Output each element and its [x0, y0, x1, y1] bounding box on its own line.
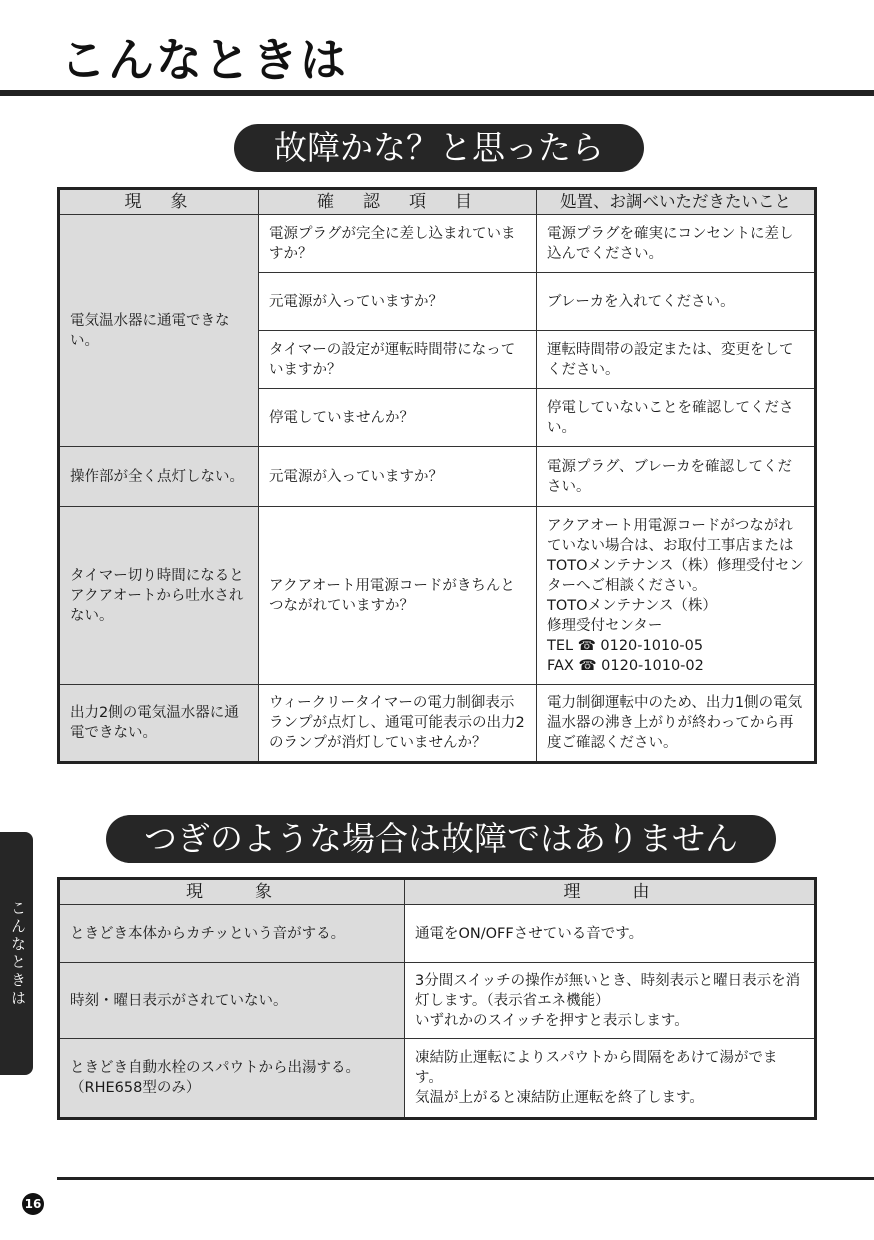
- check-cell: 元電源が入っていますか？: [259, 447, 537, 507]
- reason-cell: 凍結防止運転によりスパウトから間隔をあけて湯がでます。 気温が上がると凍結防止運転を終了します。: [405, 1039, 816, 1119]
- table-row: [59, 447, 816, 507]
- symptom-cell: ときどき本体からカチッという音がする。: [59, 905, 405, 963]
- troubleshooting-table: [57, 187, 817, 764]
- action-cell: 電源プラグ、ブレーカを確認してください。: [537, 447, 816, 507]
- check-cell: タイマーの設定が運転時間帯になっていますか？: [259, 331, 537, 389]
- table-row: [59, 507, 816, 685]
- header-symptom: 現 象: [59, 879, 405, 905]
- header-check: 確 認 項 目: [259, 189, 537, 215]
- page-number: 16: [22, 1193, 44, 1215]
- symptom-cell: タイマー切り時間になるとアクアオートから吐水されない。: [59, 507, 259, 685]
- symptom-cell: ときどき自動水栓のスパウトから出湯する。 （RHE658型のみ）: [59, 1039, 405, 1119]
- reason-cell: 3分間スイッチの操作が無いとき、時刻表示と曜日表示を消灯します。（表示省エネ機能） いずれかのスイッチを押すと表示します。: [405, 963, 816, 1039]
- check-cell: 停電していませんか？: [259, 389, 537, 447]
- check-cell: 電源プラグが完全に差し込まれていますか？: [259, 215, 537, 273]
- table-header-row: [59, 189, 816, 215]
- header-action: 処置、お調べいただきたいこと: [537, 189, 816, 215]
- action-cell: 電源プラグを確実にコンセントに差し込んでください。: [537, 215, 816, 273]
- title-rule: [0, 90, 874, 96]
- side-tab: [0, 832, 33, 1075]
- page-title: こんなときは: [60, 33, 348, 87]
- table-row: [59, 215, 816, 273]
- not-malfunction-table: [57, 877, 817, 1120]
- section1-title: 故障かな？と思ったら: [234, 124, 644, 172]
- table-row: [59, 1039, 816, 1119]
- header-symptom: 現 象: [59, 189, 259, 215]
- symptom-cell: 出力2側の電気温水器に通電できない。: [59, 685, 259, 763]
- check-cell: ウィークリータイマーの電力制御表示ランプが点灯し、通電可能表示の出力2のランプが消灯していませんか？: [259, 685, 537, 763]
- header-reason: 理 由: [405, 879, 816, 905]
- symptom-cell: 電気温水器に通電できない。: [59, 215, 259, 447]
- table-row: [59, 963, 816, 1039]
- check-cell: 元電源が入っていますか？: [259, 273, 537, 331]
- action-cell: 停電していないことを確認してください。: [537, 389, 816, 447]
- table-header-row: [59, 879, 816, 905]
- action-cell: ブレーカを入れてください。: [537, 273, 816, 331]
- symptom-cell: 時刻・曜日表示がされていない。: [59, 963, 405, 1039]
- reason-cell: 通電をON/OFFさせている音です。: [405, 905, 816, 963]
- bottom-rule: [57, 1177, 874, 1180]
- action-cell: 運転時間帯の設定または、変更をしてください。: [537, 331, 816, 389]
- section2-title: つぎのような場合は故障ではありません: [106, 815, 776, 863]
- table-row: [59, 685, 816, 763]
- side-tab-label: こんなときは: [9, 900, 27, 1008]
- check-cell: アクアオート用電源コードがきちんとつながれていますか？: [259, 507, 537, 685]
- action-cell: アクアオート用電源コードがつながれていない場合は、お取付工事店またはTOTOメンテナンス（株）修理受付センターへご相談ください。 TOTOメンテナンス（株） 修理受付センター TEL ☎ 0120-1010-05 FAX ☎ 0120-1010-02: [537, 507, 816, 685]
- action-cell: 電力制御運転中のため、出力1側の電気温水器の沸き上がりが終わってから再度ご確認ください。: [537, 685, 816, 763]
- symptom-cell: 操作部が全く点灯しない。: [59, 447, 259, 507]
- table-row: [59, 905, 816, 963]
